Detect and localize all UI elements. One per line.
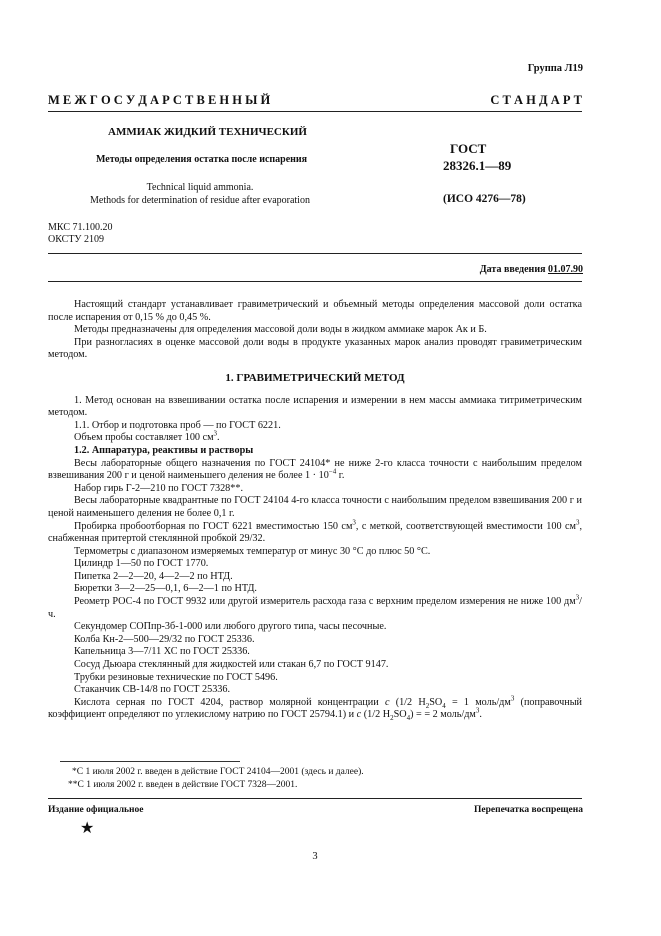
page-number: 3 [312, 851, 318, 862]
subsection-heading: 1.2. Аппаратура, реактивы и растворы [74, 444, 254, 456]
paragraph: Трубки резиновые технические по ГОСТ 5496. [74, 671, 278, 683]
paragraph: Набор гирь Г-2—210 по ГОСТ 7328**. [74, 482, 243, 494]
banner-right-text: С Т А Н Д А Р Т [490, 93, 582, 107]
mks-code: МКС 71.100.20 [48, 222, 113, 233]
footnote-1: *С 1 июля 2002 г. введен в действие ГОСТ 24104—2001 (здесь и далее). [72, 767, 364, 777]
paragraph: Колба Кн-2—500—29/32 по ГОСТ 25336. [74, 633, 255, 645]
paragraph: Объем пробы составляет 100 $см^3$. [74, 429, 220, 444]
footer-rule [48, 798, 582, 799]
paragraph: 1.1. Отбор и подготовка проб — по ГОСТ 6221. [74, 419, 281, 431]
interstate-standard-banner [48, 93, 582, 108]
header-rule [48, 111, 582, 112]
paragraph: Пробирка пробоотборная по ГОСТ 6221 вместимостью 150 $см^3$, с меткой, соответствующей вместимости 100 $см^3$, снабженная притертой стеклянной пробкой 29/32. [48, 518, 582, 545]
section-heading: 1. ГРАВИМЕТРИЧЕСКИЙ МЕТОД [225, 371, 405, 384]
paragraph: Пипетка 2—2—20, 4—2—2 по НТД. [74, 570, 233, 582]
date-rule [48, 281, 582, 282]
footnote-rule [60, 761, 240, 762]
paragraph: 1. Метод основан на взвешивании остатка после испарения и измерении в нем массы аммиака титриметрическим методом. [48, 394, 582, 419]
document-subtitle: Методы определения остатка после испарения [96, 154, 308, 165]
star-icon: ★ [80, 820, 95, 837]
title-rule [48, 253, 582, 254]
paragraph: Термометры с диапазоном измеряемых температур от минус 30 °С до плюс 50 °С. [74, 545, 431, 557]
gost-number: 28326.1—89 [443, 158, 512, 173]
document-title: АММИАК ЖИДКИЙ ТЕХНИЧЕСКИЙ [108, 126, 307, 138]
title-english: Technical liquid ammonia. [146, 182, 254, 193]
paragraph: Методы предназначены для определения массовой доли воды в жидком аммиаке марок Ак и Б. [74, 324, 487, 336]
paragraph: Бюретки 3—2—25—0,1, 6—2—1 по НТД. [74, 583, 257, 595]
paragraph: Капельница 3—7/11 ХС по ГОСТ 25336. [74, 646, 250, 658]
footnote-2: **С 1 июля 2002 г. введен в действие ГОСТ 7328—2001. [68, 780, 298, 790]
date-label: Дата введения [479, 264, 548, 275]
paragraph: Секундомер СОПпр-3б-1-000 или любого другого типа, часы песочные. [74, 621, 387, 633]
reprint-prohibited-label: Перепечатка воспрещена [473, 805, 583, 815]
paragraph: При разногласиях в оценке массовой доли воды в продукте указанных марок анализ проводят гравиметрическим методом. [48, 336, 582, 361]
paragraph: Сосуд Дьюара стеклянный для жидкостей или стакан 6,7 по ГОСТ 9147. [74, 659, 389, 671]
iso-reference: (ИСО 4276—78) [443, 193, 526, 205]
subtitle-english: Methods for determination of residue after evaporation [90, 195, 310, 206]
paragraph: Весы лабораторные квадрантные по ГОСТ 24104 4-го класса точности с наибольшим пределом взвешивания 200 г и ценой наименьшего деления не более 0,1 г. [48, 495, 582, 519]
banner-left-text: М Е Ж Г О С У Д А Р С Т В Е Н Н Ы Й [48, 93, 271, 107]
paragraph: Стаканчик СВ-14/8 по ГОСТ 25336. [74, 684, 231, 696]
document-body [48, 299, 582, 722]
paragraph: Весы лабораторные общего назначения по ГОСТ 24104* не ниже 2-го класса точности с наибольшим пределом взвешивания 200 г и ценой наименьшего деления не более $1 \cdot 10^{-4}$ г. [48, 457, 582, 482]
paragraph: Реометр РОС-4 по ГОСТ 9932 или другой измеритель расхода газа с верхним пределом измерения не ниже 100 $дм^3/ч$. [48, 593, 582, 620]
group-code: Группа Л19 [527, 63, 583, 74]
paragraph: Цилиндр 1—50 по ГОСТ 1770. [74, 558, 209, 570]
okstu-code: ОКСТУ 2109 [48, 234, 105, 245]
official-edition-label: Издание официальное [48, 805, 144, 815]
date-value: 01.07.90 [548, 264, 583, 275]
paragraph: Кислота серная по ГОСТ 4204, раствор молярной концентрации с (1/2 $H_2SO_4 = 1$ моль/$дм^3$ (поправочный коэффициент определяют по углекислому натрию по ГОСТ 25794.1) и с (1/2 $H_2SO_4$) = = 2 моль/$дм^3$. [48, 694, 582, 723]
paragraph: Настоящий стандарт устанавливает гравиметрический и объемный методы определения массовой доли остатка после испарения от 0,15 % до 0,45 %. [48, 299, 582, 323]
gost-label: ГОСТ [450, 141, 487, 156]
introduction-date [480, 264, 583, 275]
classification-codes [48, 222, 112, 246]
